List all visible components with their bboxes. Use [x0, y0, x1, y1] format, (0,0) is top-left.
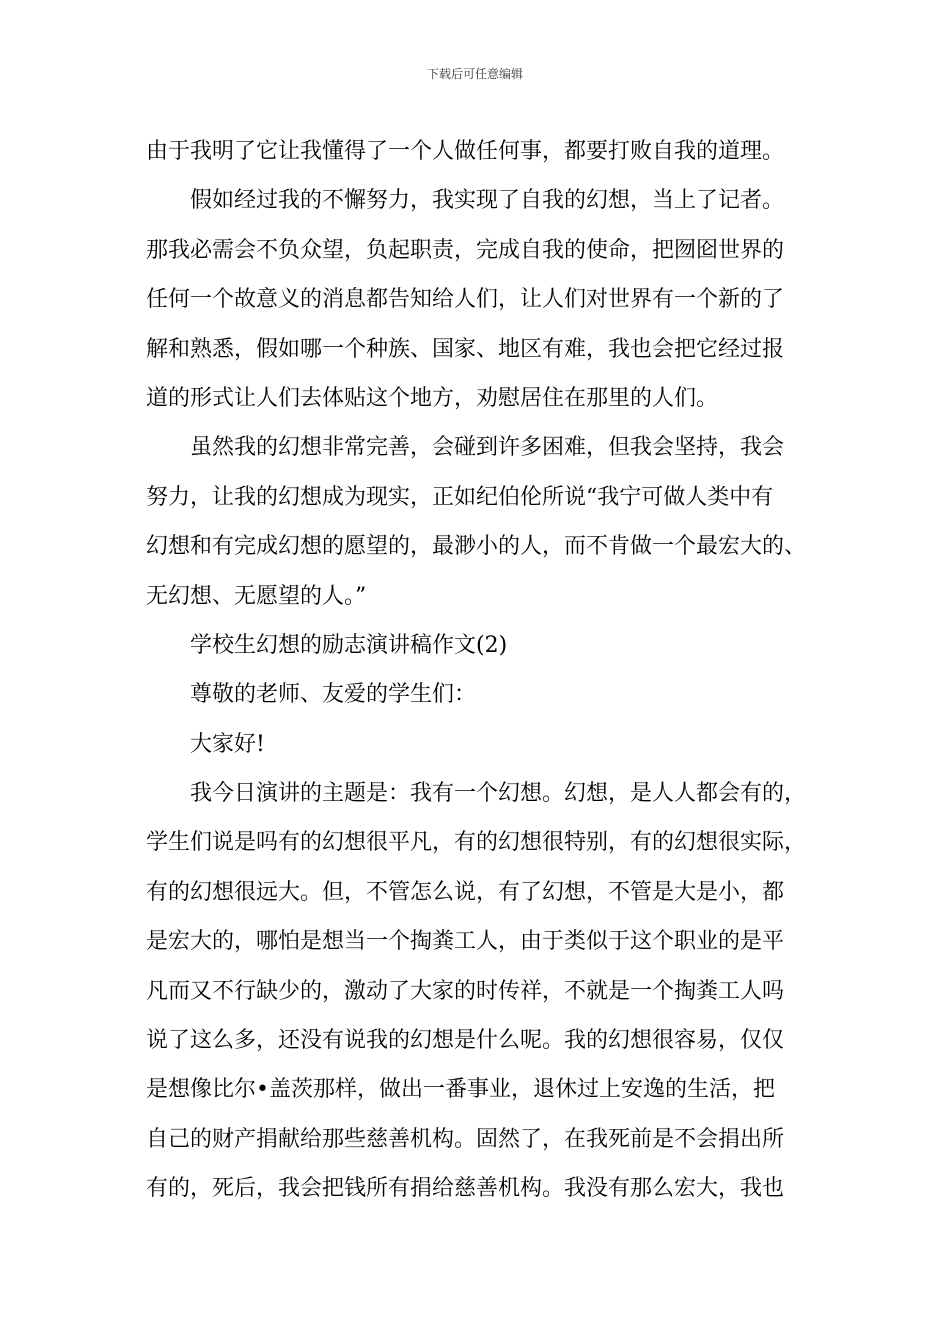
text-line: 说了这么多，还没有说我的幻想是什么呢。我的幻想很容易，仅仅: [146, 1028, 785, 1054]
text-line: 凡而又不行缺少的，激动了大家的时传祥，不就是一个掏粪工人吗: [146, 978, 785, 1004]
paragraph-start-line: 虽然我的幻想非常完善，会碰到许多困难，但我会坚持，我会: [190, 435, 785, 461]
paragraph-start-line: 我今日演讲的主题是：我有一个幻想。幻想，是人人都会有的，: [190, 781, 807, 807]
paragraph-start-line: 假如经过我的不懈努力，我实现了自我的幻想，当上了记者。: [190, 188, 785, 214]
greeting: 大家好!: [190, 731, 265, 757]
text-line: 道的形式让人们去体贴这个地方，劝慰居住在那里的人们。: [146, 385, 719, 411]
text-line: 由于我明了它让我懂得了一个人做任何事，都要打败自我的道理。: [146, 139, 785, 164]
page-header: 下载后可任意编辑: [426, 67, 523, 81]
text-line: 无幻想、无愿望的人。”: [146, 583, 367, 609]
text-line: 努力，让我的幻想成为现实，正如纪伯伦所说“我宁可做人类中有: [146, 484, 774, 510]
section-title: 学校生幻想的励志演讲稿作文(2): [190, 632, 508, 658]
text-line: 学生们说是吗有的幻想很平凡，有的幻想很特别，有的幻想很实际，: [146, 830, 807, 856]
text-line: 有的，死后，我会把钱所有捐给慈善机构。我没有那么宏大，我也: [146, 1176, 785, 1202]
text-line: 解和熟悉，假如哪一个种族、国家、地区有难，我也会把它经过报: [146, 336, 785, 362]
text-line: 任何一个故意义的消息都告知给人们，让人们对世界有一个新的了: [146, 287, 785, 313]
text-line: 是想像比尔•盖茨那样，做出一番事业，退休过上安逸的生活，把: [146, 1077, 775, 1103]
document-body: [146, 127, 814, 1214]
text-line: 是宏大的，哪怕是想当一个掏粪工人，由于类似于这个职业的是平: [146, 929, 785, 955]
text-line: 有的幻想很远大。但，不管怎么说，有了幻想，不管是大是小，都: [146, 879, 785, 905]
text-line: 幻想和有完成幻想的愿望的，最渺小的人，而不肯做一个最宏大的、: [146, 534, 807, 560]
text-line: 自己的财产捐献给那些慈善机构。固然了，在我死前是不会捐出所: [146, 1126, 785, 1152]
text-line: 那我必需会不负众望，负起职责，完成自我的使命，把囫囵世界的: [146, 237, 785, 263]
salutation: 尊敬的老师、友爱的学生们：: [190, 682, 477, 708]
